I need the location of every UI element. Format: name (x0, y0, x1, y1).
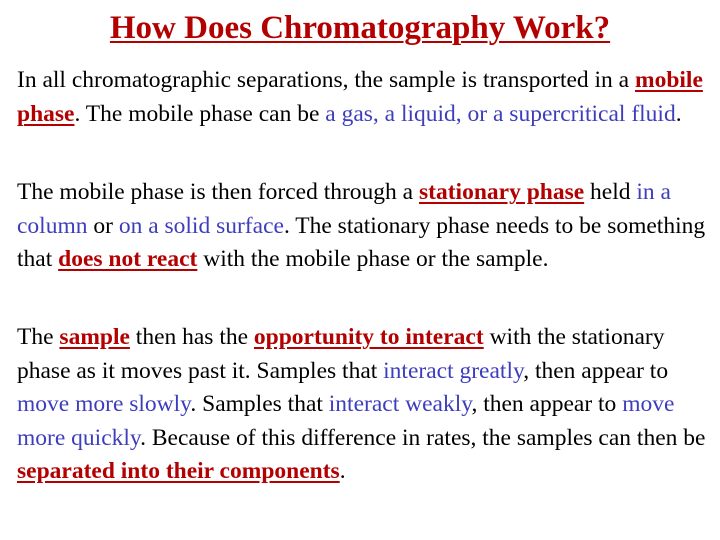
body-text: The (17, 324, 60, 350)
body-text: , then appear to (523, 357, 669, 384)
emphasized-term: mobile phase (17, 67, 703, 127)
body-text: . The stationary phase needs to be something that (17, 212, 706, 272)
body-text: , then appear to (471, 391, 623, 417)
body-text: The mobile phase is then forced through a (17, 179, 419, 205)
highlighted-phrase: on a solid surface (118, 212, 284, 239)
paragraph-sample-interaction (17, 321, 707, 489)
highlighted-phrase: interact weakly (328, 391, 472, 417)
body-text: then has the (129, 324, 254, 350)
body-text: In all chromatographic separations, the sample is transported in a (17, 67, 635, 93)
emphasized-term: separated into their components (17, 458, 340, 484)
emphasized-term: sample (59, 324, 130, 350)
highlighted-phrase: move more quickly (17, 391, 675, 451)
body-text: . Samples that (190, 391, 329, 417)
emphasized-term: does not react (58, 246, 198, 272)
emphasized-term: stationary phase (419, 179, 585, 205)
body-text: or (87, 212, 119, 239)
body-text: . Because of this difference in rates, the samples can then be (140, 424, 706, 451)
body-text: held (584, 179, 637, 205)
body-text: . The mobile phase can be (74, 100, 326, 127)
highlighted-phrase: a gas, a liquid, or a supercritical fluid (325, 100, 676, 127)
highlighted-phrase: in a column (17, 179, 671, 239)
slide-title: How Does Chromatography Work? (109, 10, 611, 46)
highlighted-phrase: interact greatly (383, 357, 524, 384)
paragraph-mobile-phase (17, 64, 707, 131)
body-text: with the stationary phase as it moves past it. Samples that (17, 324, 665, 384)
body-text: . (675, 100, 682, 127)
paragraph-stationary-phase (17, 176, 707, 277)
body-text: with the mobile phase or the sample. (197, 246, 549, 272)
body-text: . (339, 458, 346, 484)
emphasized-term: opportunity to interact (253, 324, 484, 350)
highlighted-phrase: move more slowly (17, 391, 191, 417)
